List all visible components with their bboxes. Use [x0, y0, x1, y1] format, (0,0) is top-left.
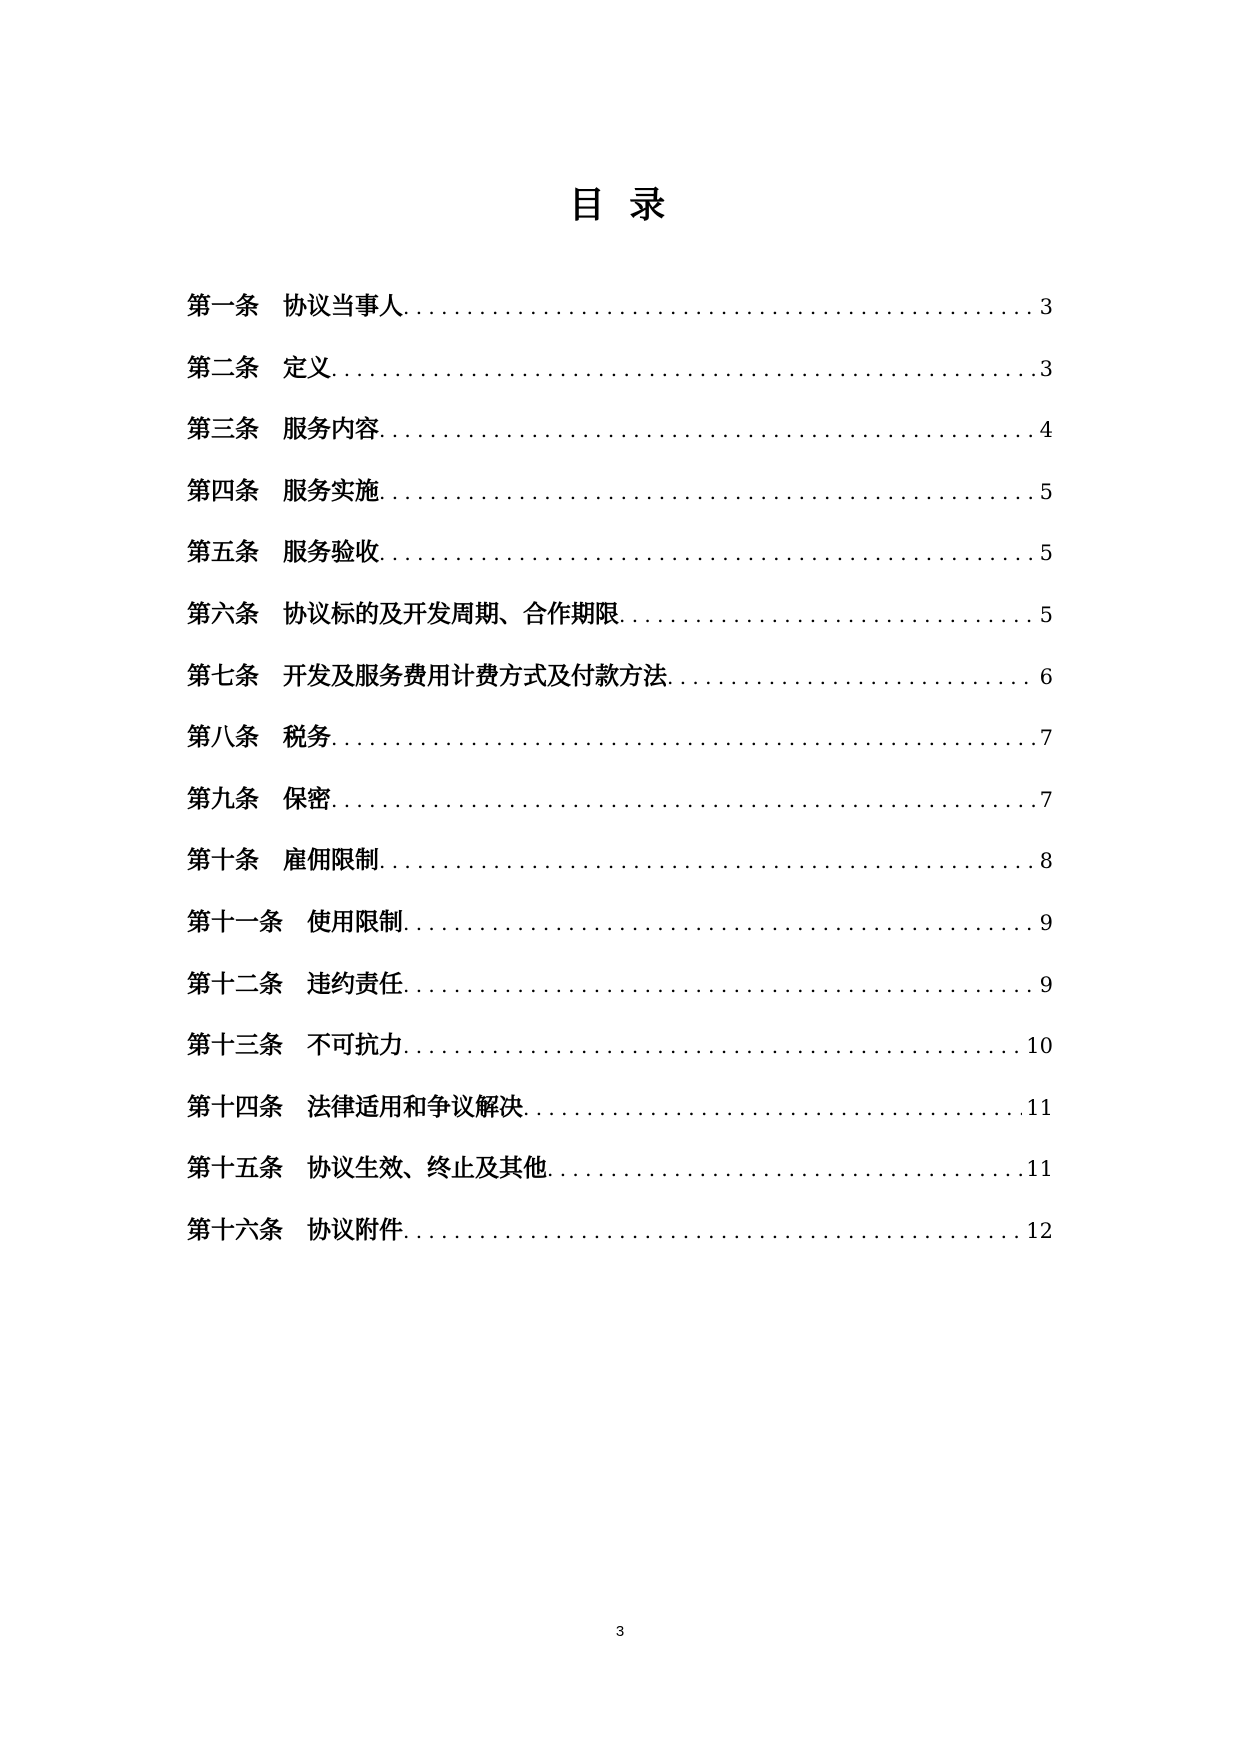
toc-dot-leader: [403, 903, 1036, 943]
toc-page-number: 7: [1039, 726, 1053, 751]
toc-entry[interactable]: [187, 471, 1053, 533]
toc-page-number: 6: [1039, 664, 1053, 689]
toc-page-number: 10: [1026, 1034, 1053, 1059]
toc-article-number: 第七条: [187, 661, 259, 690]
toc-dot-leader: [619, 595, 1036, 635]
toc-heading: 协议附件: [307, 1215, 403, 1244]
toc-article-number: 第十二条: [187, 969, 283, 998]
toc-article-number: 第十五条: [187, 1154, 283, 1183]
toc-entry[interactable]: [187, 532, 1053, 594]
toc-dot-leader: [379, 841, 1036, 881]
toc-entry[interactable]: [187, 964, 1053, 1026]
toc-entry[interactable]: [187, 779, 1053, 841]
toc-heading: 税务: [283, 723, 331, 752]
toc-heading: 保密: [283, 784, 331, 813]
toc-page-number: 7: [1039, 787, 1053, 812]
toc-entry[interactable]: [187, 902, 1053, 964]
toc-article-number: 第十四条: [187, 1092, 283, 1121]
toc-entry[interactable]: [187, 286, 1053, 348]
toc-article-number: 第五条: [187, 538, 259, 567]
toc-page-number: 9: [1039, 910, 1053, 935]
toc-article-number: 第六条: [187, 599, 259, 628]
toc-dot-leader: [667, 657, 1036, 697]
toc-page-number: 11: [1026, 1095, 1053, 1120]
toc-page-number: 3: [1039, 295, 1053, 319]
toc-page-number: 4: [1039, 418, 1053, 443]
toc-heading: 服务实施: [283, 476, 379, 505]
toc-entry[interactable]: [187, 1087, 1053, 1149]
toc-entry[interactable]: [187, 840, 1053, 902]
toc-page-number: 9: [1039, 972, 1053, 997]
toc-article-number: 第九条: [187, 784, 259, 813]
toc-page-number: 8: [1039, 849, 1053, 874]
toc-dot-leader: [331, 718, 1036, 758]
toc-page-number: 5: [1039, 479, 1053, 504]
toc-article-number: 第八条: [187, 723, 259, 752]
toc-entry[interactable]: [187, 1025, 1053, 1087]
toc-entry[interactable]: [187, 717, 1053, 779]
page-title: 目 录: [568, 185, 672, 226]
toc-article-number: 第四条: [187, 476, 259, 505]
toc-article-number: 第三条: [187, 415, 259, 444]
toc-dot-leader: [403, 965, 1036, 1005]
toc-entry[interactable]: [187, 1148, 1053, 1210]
toc-dot-leader: [523, 1088, 1022, 1128]
toc-heading: 服务内容: [283, 415, 379, 444]
toc-page-number: 5: [1039, 541, 1053, 566]
toc-heading: 开发及服务费用计费方式及付款方法: [283, 661, 667, 690]
toc-entry[interactable]: [187, 409, 1053, 471]
toc-heading: 使用限制: [307, 907, 403, 936]
toc-heading: 雇佣限制: [283, 846, 379, 875]
toc-dot-leader: [331, 349, 1036, 389]
table-of-contents: [187, 286, 1053, 1272]
toc-heading: 不可抗力: [307, 1031, 403, 1060]
toc-article-number: 第十一条: [187, 907, 283, 936]
toc-article-number: 第二条: [187, 353, 259, 382]
toc-page-number: 5: [1039, 602, 1053, 627]
toc-page-number: 12: [1026, 1218, 1053, 1243]
toc-entry[interactable]: [187, 1210, 1053, 1272]
toc-page-number: 3: [1039, 356, 1053, 381]
toc-article-number: 第一条: [187, 292, 259, 320]
toc-entry[interactable]: [187, 594, 1053, 656]
toc-heading: 法律适用和争议解决: [307, 1092, 523, 1121]
toc-entry[interactable]: [187, 656, 1053, 718]
toc-dot-leader: [403, 287, 1036, 327]
toc-article-number: 第十三条: [187, 1031, 283, 1060]
toc-heading: 违约责任: [307, 969, 403, 998]
toc-heading: 协议标的及开发周期、合作期限: [283, 599, 619, 628]
page-footer-number: 3: [615, 1623, 625, 1640]
toc-dot-leader: [379, 533, 1036, 573]
toc-dot-leader: [403, 1211, 1022, 1251]
toc-article-number: 第十六条: [187, 1215, 283, 1244]
toc-heading: 协议当事人: [283, 292, 403, 320]
toc-page-number: 11: [1026, 1157, 1053, 1182]
toc-heading: 定义: [283, 353, 331, 382]
toc-article-number: 第十条: [187, 846, 259, 875]
toc-dot-leader: [331, 780, 1036, 820]
toc-dot-leader: [403, 1026, 1022, 1066]
toc-heading: 协议生效、终止及其他: [307, 1154, 547, 1183]
toc-dot-leader: [379, 472, 1036, 512]
toc-entry[interactable]: [187, 348, 1053, 410]
toc-dot-leader: [547, 1149, 1022, 1189]
toc-dot-leader: [379, 410, 1036, 450]
toc-heading: 服务验收: [283, 538, 379, 567]
